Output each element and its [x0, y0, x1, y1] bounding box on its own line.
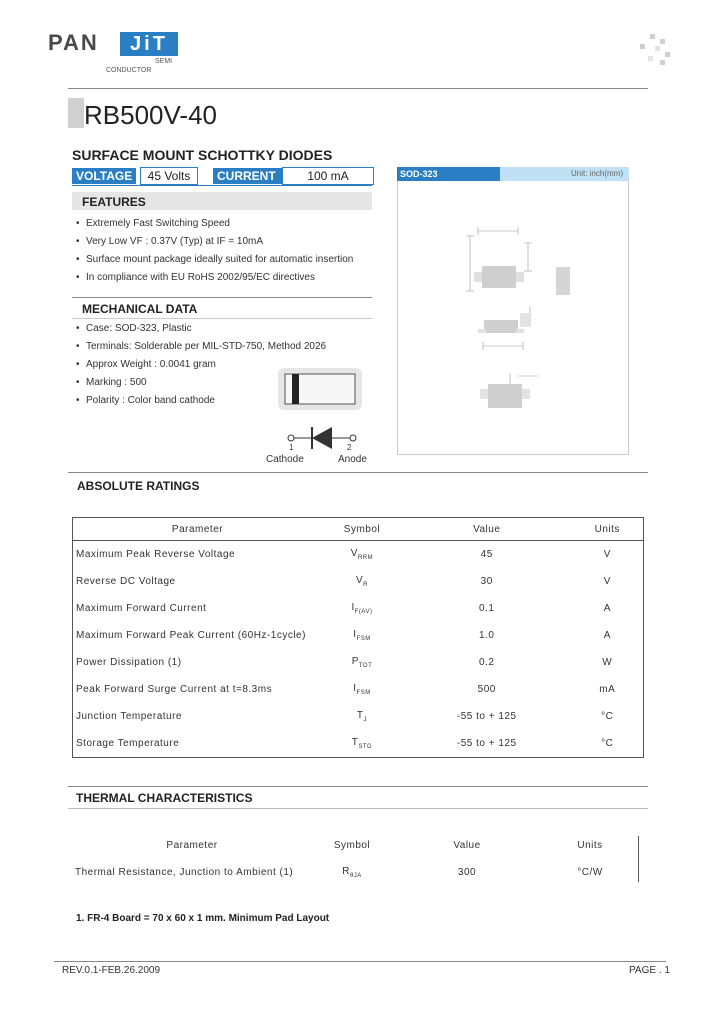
list-item: • Terminals: Solderable per MIL-STD-750, Method 2026 [86, 341, 326, 352]
pin1-label: 1 [289, 443, 294, 452]
thermal-table [72, 832, 638, 886]
row-value: 0.2 [479, 657, 495, 668]
list-item: • Polarity : Color band cathode [86, 395, 215, 406]
row-symbol: $T_J$ [356, 710, 368, 723]
row-parameter: Peak Forward Surge Current at t=8.3ms [76, 684, 273, 695]
header-value: Value [453, 840, 481, 851]
current-label: CURRENT [213, 168, 283, 184]
table-row [73, 541, 644, 569]
header-units: Units [577, 840, 603, 851]
header-divider [68, 88, 648, 89]
table-header-row [72, 832, 638, 859]
list-item: • Extremely Fast Switching Speed [86, 218, 230, 229]
header-parameter: Parameter [73, 518, 323, 541]
ratings-divider [68, 472, 648, 473]
list-item: • Marking : 500 [86, 377, 147, 388]
title-tab [68, 98, 84, 128]
row-units: °C [601, 711, 614, 722]
table-row [73, 595, 644, 622]
logo-conductor-text: CONDUCTOR [106, 67, 152, 74]
voltage-value: 45 Volts [140, 167, 198, 185]
page-title: RB500V-40 [84, 100, 217, 130]
row-units: °C [601, 738, 614, 749]
thermal-underline [68, 808, 648, 809]
row-symbol: $I_{FSM}$ [353, 629, 371, 642]
table-row [73, 730, 644, 758]
features-title: FEATURES [82, 195, 146, 209]
revision-text: REV.0.1-FEB.26.2009 [62, 965, 161, 976]
package-header [397, 167, 629, 181]
thermal-table-edge [638, 836, 639, 882]
mechanical-underline [72, 318, 372, 319]
row-units: A [603, 630, 611, 641]
row-parameter: Maximum Peak Reverse Voltage [76, 549, 236, 560]
logo-semi-text: SEMI [155, 58, 173, 65]
row-value: 0.1 [479, 603, 495, 614]
list-item: • Surface mount package ideally suited for automatic insertion [86, 254, 353, 265]
header-units: Units [572, 518, 644, 541]
package-drawing [397, 181, 629, 455]
diode-body-svg [270, 366, 370, 416]
row-value: 300 [457, 867, 477, 878]
voltage-label: VOLTAGE [72, 168, 136, 184]
footer-divider [54, 961, 666, 962]
header-symbol: Symbol [322, 518, 402, 541]
thermal-title: THERMAL CHARACTERISTICS [76, 791, 253, 805]
row-symbol: $R_{\theta JA}$ [342, 866, 362, 879]
row-units: mA [599, 684, 616, 695]
subtitle: SURFACE MOUNT SCHOTTKY DIODES [72, 147, 333, 163]
row-value: -55 to + 125 [456, 711, 517, 722]
row-parameter: Storage Temperature [76, 738, 180, 749]
footnote: 1. FR-4 Board = 70 x 60 x 1 mm. Minimum Pad Layout [76, 913, 330, 924]
list-item: • In compliance with EU RoHS 2002/95/EC directives [86, 272, 315, 283]
row-units: °C/W [577, 867, 603, 878]
header-value: Value [402, 518, 572, 541]
table-row [73, 568, 644, 595]
list-item: • Approx Weight : 0.0041 gram [86, 359, 216, 370]
list-item: • Case: SOD-323, Plastic [86, 323, 192, 334]
package-unit: Unit: inch(mm) [570, 169, 623, 178]
table-header-row [73, 518, 644, 541]
decorative-dots [640, 34, 670, 64]
row-parameter: Reverse DC Voltage [76, 576, 176, 587]
header-symbol: Symbol [333, 840, 371, 851]
thermal-divider [68, 786, 648, 787]
row-parameter: Power Dissipation (1) [76, 657, 182, 668]
package-outline-svg [398, 181, 630, 453]
table-row [73, 676, 644, 703]
current-value: 100 mA [282, 167, 374, 185]
row-symbol: $V_{RRM}$ [350, 548, 374, 561]
row-symbol: $I_{FSM}$ [353, 683, 371, 696]
logo-pan-text: PAN [48, 30, 99, 55]
row-units: V [603, 576, 611, 587]
page-number: PAGE . 1 [629, 965, 670, 976]
row-value: 500 [477, 684, 496, 695]
row-symbol: $V_R$ [355, 575, 368, 588]
anode-label: Anode [338, 454, 367, 465]
row-parameter: Maximum Forward Peak Current (60Hz-1cycle) [76, 630, 306, 641]
row-parameter: Thermal Resistance, Junction to Ambient (1) [75, 867, 294, 878]
table-row [73, 703, 644, 730]
ratings-table [72, 517, 644, 758]
list-item: • Very Low VF : 0.37V (Typ) at IF = 10mA [86, 236, 263, 247]
package-name: SOD-323 [397, 167, 500, 181]
row-units: W [602, 657, 613, 668]
row-units: A [603, 603, 611, 614]
row-symbol: $P_{TOT}$ [351, 656, 373, 669]
table-row [73, 649, 644, 676]
row-parameter: Maximum Forward Current [76, 603, 207, 614]
row-symbol: $T_{STG}$ [351, 737, 373, 750]
row-value: 45 [480, 549, 493, 560]
header-parameter: Parameter [166, 840, 218, 851]
pin2-label: 2 [347, 443, 352, 452]
spec-underline [72, 185, 372, 186]
table-row [73, 622, 644, 649]
row-parameter: Junction Temperature [76, 711, 182, 722]
row-value: 1.0 [479, 630, 495, 641]
mechanical-divider [72, 297, 372, 298]
cathode-label: Cathode [266, 454, 304, 465]
logo-jit-text: JiT [120, 32, 178, 56]
row-value: -55 to + 125 [456, 738, 517, 749]
table-row [72, 859, 638, 886]
row-value: 30 [480, 576, 493, 587]
mechanical-title: MECHANICAL DATA [82, 302, 198, 316]
row-units: V [603, 549, 611, 560]
row-symbol: $I_{F(AV)}$ [351, 602, 373, 615]
ratings-title: ABSOLUTE RATINGS [77, 479, 200, 493]
